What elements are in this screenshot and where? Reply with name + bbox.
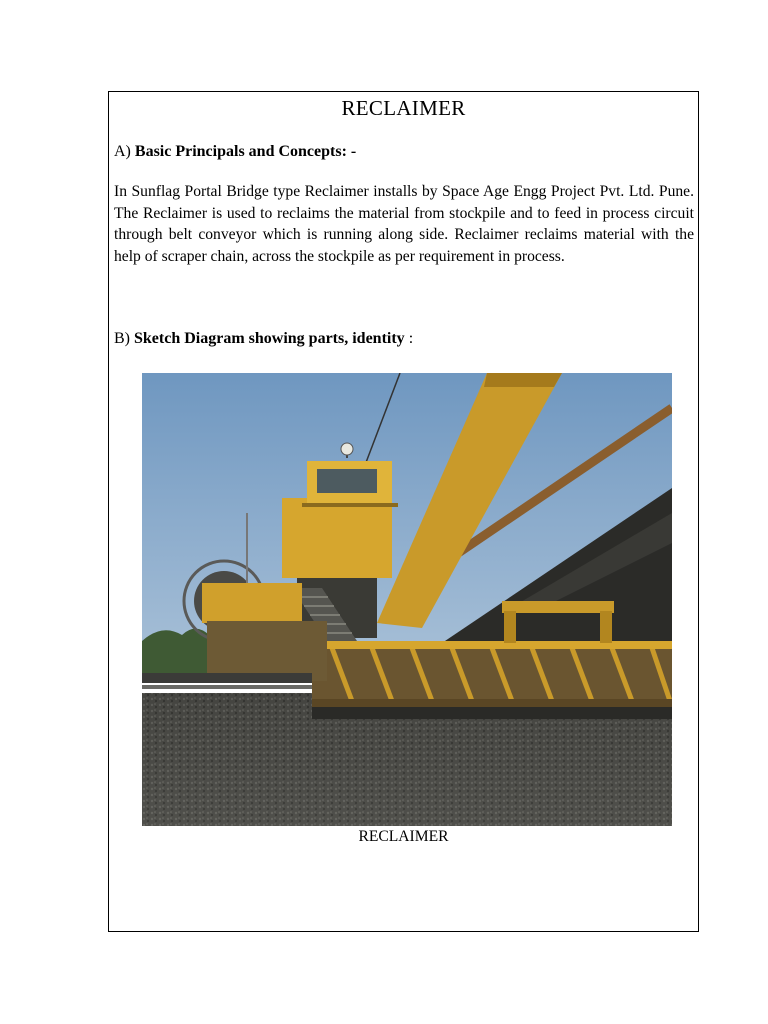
description-paragraph: In Sunflag Portal Bridge type Reclaimer installs by Space Age Engg Project Pvt. Ltd. Pune. The Reclaimer is used to reclaims the material from stockpile and to feed in process circuit through belt conveyor which is running along side. Reclaimer reclaims material with the help of scraper chain, across the stockpile as per requirement in process. [114,183,694,265]
lamp [341,443,353,455]
section-b-heading [114,329,413,349]
machine-body [282,498,392,578]
content-frame [108,91,699,932]
section-a-prefix: A) [114,143,131,160]
section-b-suffix: : [404,330,414,347]
section-a-heading [114,142,356,162]
figure-caption: RECLAIMER [358,828,449,845]
section-a-title: Basic Principals and Concepts: - [134,143,357,160]
section-b-prefix: B) [114,330,130,347]
reclaimer-photo [142,373,672,826]
document-title: RECLAIMER [341,96,466,120]
left-platform [202,583,302,623]
section-b-title: Sketch Diagram showing parts, identity [134,330,405,347]
reclaimer-photo-illustration [142,373,672,826]
portal-frame [502,601,614,613]
